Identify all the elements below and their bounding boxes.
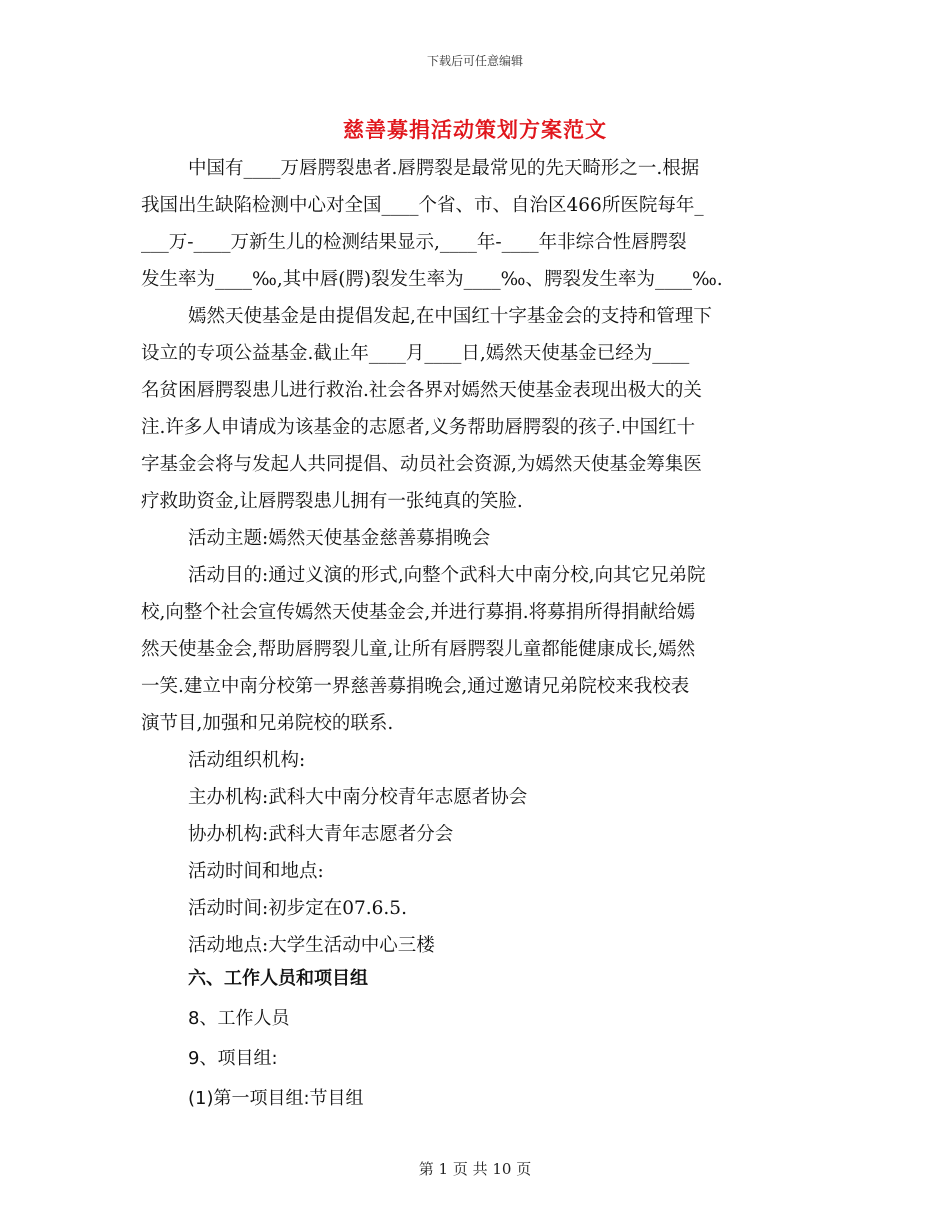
activity-place: 活动地点:大学生活动中心三楼 [188,935,435,956]
activity-time: 活动时间:初步定在07.6.5. [188,898,407,919]
paragraph-line: 注.许多人申请成为该基金的志愿者,义务帮助唇腭裂的孩子.中国红十 [141,417,696,438]
paragraph-line: 嫣然天使基金是由提倡发起,在中国红十字基金会的支持和管理下 [188,306,712,327]
paragraph-line: 疗救助资金,让唇腭裂患儿拥有一张纯真的笑脸. [141,491,523,512]
paragraph-line: 活动目的:通过义演的形式,向整个武科大中南分校,向其它兄弟院 [188,565,706,586]
host-organization: 主办机构:武科大中南分校青年志愿者协会 [188,787,528,808]
paragraph-line: 校,向整个社会宣传嫣然天使基金会,并进行募捐.将募捐所得捐献给嫣 [141,602,696,623]
paragraph-line: 我国出生缺陷检测中心对全国____个省、市、自治区466所医院每年_ [141,195,704,216]
paragraph-line: 中国有____万唇腭裂患者.唇腭裂是最常见的先天畸形之一.根据 [188,158,700,179]
document-title: 慈善募捐活动策划方案范文 [343,117,607,142]
page-header-note: 下载后可任意编辑 [426,54,523,68]
item-first-group: (1)第一项目组:节目组 [188,1088,364,1109]
item-project-groups: 9、项目组: [188,1048,278,1069]
organization-heading: 活动组织机构: [188,750,306,771]
time-place-heading: 活动时间和地点: [188,861,324,882]
paragraph-line: ___万-____万新生儿的检测结果显示,____年-____年非综合性唇腭裂 [141,232,687,253]
paragraph-line: 设立的专项公益基金.截止年____月____日,嫣然天使基金已经为____ [141,343,690,364]
page-number: 第 1 页 共 10 页 [418,1160,532,1178]
co-organizer: 协办机构:武科大青年志愿者分会 [188,824,454,845]
section-heading-staff: 六、工作人员和项目组 [188,968,368,989]
document-body [141,150,813,1120]
paragraph-line: 名贫困唇腭裂患儿进行救治.社会各界对嫣然天使基金表现出极大的关 [141,380,702,401]
activity-theme: 活动主题:嫣然天使基金慈善募捐晚会 [188,528,491,549]
paragraph-line: 发生率为____‰,其中唇(腭)裂发生率为____‰、腭裂发生率为____‰. [141,269,723,290]
paragraph-line: 字基金会将与发起人共同提倡、动员社会资源,为嫣然天使基金筹集医 [141,454,702,475]
paragraph-line: 然天使基金会,帮助唇腭裂儿童,让所有唇腭裂儿童都能健康成长,嫣然 [141,639,696,660]
item-staff: 8、工作人员 [188,1008,290,1029]
paragraph-line: 演节目,加强和兄弟院校的联系. [141,713,394,734]
paragraph-line: 一笑.建立中南分校第一界慈善募捐晚会,通过邀请兄弟院校来我校表 [141,676,690,697]
